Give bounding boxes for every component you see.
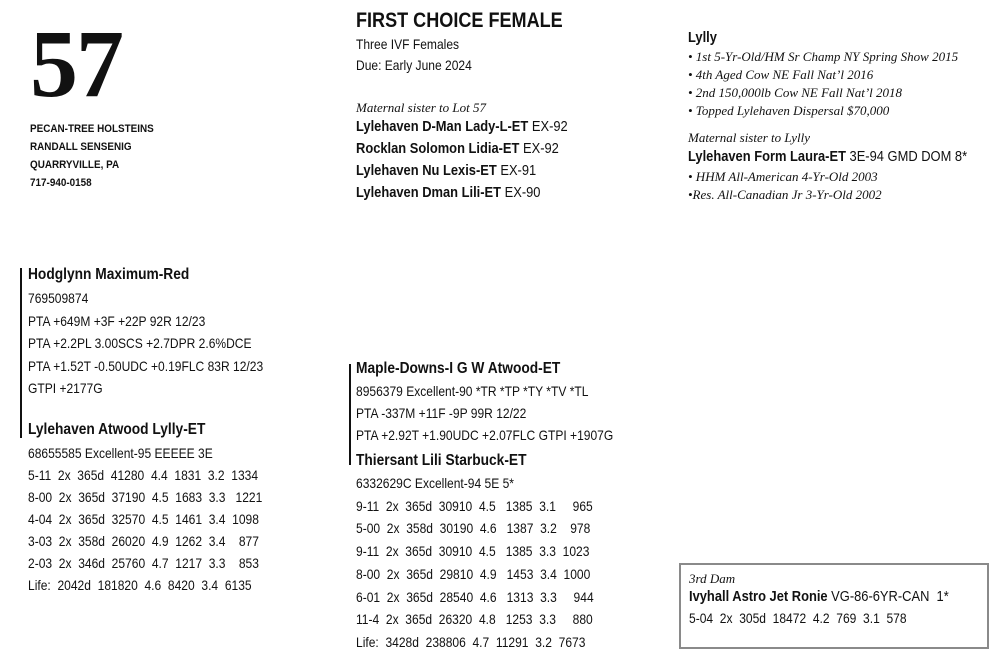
lylly-achievement: • Topped Lylehaven Dispersal $70,000 <box>688 103 890 118</box>
granddam-record: Life: 3428d 238806 4.7 11291 3.2 7673 <box>356 633 586 650</box>
dam-record: Life: 2042d 181820 4.6 8420 3.4 6135 <box>28 577 252 593</box>
list-item: Rocklan Solomon Lidia-ET EX-92 <box>356 140 559 157</box>
sire-line: PTA +649M +3F +22P 92R 12/23 <box>28 312 206 329</box>
offering <box>356 8 596 76</box>
granddam-record: 5-00 2x 358d 30190 4.6 1387 3.2 978 <box>356 520 591 537</box>
lylly-sister-achievement: •Res. All-Canadian Jr 3-Yr-Old 2002 <box>688 187 882 202</box>
dam-record: 3-03 2x 358d 26020 4.9 1262 3.4 877 <box>28 533 259 549</box>
sire-line: GTPI +2177G <box>28 380 103 396</box>
dam-record: 2-03 2x 346d 25760 4.7 1217 3.3 853 <box>28 555 259 571</box>
third-dam-score: VG-86-6YR-CAN 1* <box>831 588 949 605</box>
consignor-phone: 717-940-0158 <box>30 177 92 189</box>
lylly-name: Lylly <box>688 29 717 46</box>
lylly-sister-heading: Maternal sister to Lylly <box>688 130 811 145</box>
granddam-name: Thiersant Lili Starbuck-ET <box>356 452 527 469</box>
consignor-owner: RANDALL SENSENIG <box>30 141 132 153</box>
granddam-record: 11-4 2x 365d 26320 4.8 1253 3.3 880 <box>356 611 593 628</box>
maternal-sisters-lot <box>356 100 602 204</box>
maternal-grandsire-line: PTA -337M +11F -9P 99R 12/22 <box>356 405 527 421</box>
offering-title: FIRST CHOICE FEMALE <box>356 9 563 32</box>
pedigree-bracket <box>349 364 351 465</box>
dam-record: 5-11 2x 365d 41280 4.4 1831 3.2 1334 <box>28 467 259 483</box>
granddam-record: 6-01 2x 365d 28540 4.6 1313 3.3 944 <box>356 588 594 605</box>
list-item: Lylehaven Dman Lili-ET EX-90 <box>356 184 541 201</box>
dam-name: Lylehaven Atwood Lylly-ET <box>28 421 206 438</box>
list-item: Lylehaven Nu Lexis-ET EX-91 <box>356 162 537 179</box>
lylly-achievement: • 4th Aged Cow NE Fall Nat’l 2016 <box>688 67 874 82</box>
sire-line: PTA +1.52T -0.50UDC +0.19FLC 83R 12/23 <box>28 357 264 374</box>
lylly-sister-achievement: • HHM All-American 4-Yr-Old 2003 <box>688 169 878 184</box>
dam-record: 4-04 2x 365d 32570 4.5 1461 3.4 1098 <box>28 511 259 527</box>
lylly-sister: Lylehaven Form Laura-ET 3E-94 GMD DOM 8* <box>688 148 968 165</box>
maternal-sisters-heading: Maternal sister to Lot 57 <box>356 100 487 115</box>
maternal-grandsire-name: Maple-Downs-I G W Atwood-ET <box>356 360 561 377</box>
lylly-block <box>688 28 1000 204</box>
granddam-record: 8-00 2x 365d 29810 4.9 1453 3.4 1000 <box>356 565 591 582</box>
granddam-block <box>356 450 632 654</box>
offering-due: Due: Early June 2024 <box>356 57 472 73</box>
dam-record: 8-00 2x 365d 37190 4.5 1683 3.3 1221 <box>28 489 263 505</box>
third-dam-record: 5-04 2x 305d 18472 4.2 769 3.1 578 <box>689 610 907 626</box>
sire-line: 769509874 <box>28 290 89 306</box>
lylly-achievement: • 2nd 150,000lb Cow NE Fall Nat’l 2018 <box>688 85 903 100</box>
lylly-achievement: • 1st 5-Yr-Old/HM Sr Champ NY Spring Show 2015 <box>688 49 959 64</box>
consignor-city: QUARRYVILLE, PA <box>30 159 120 171</box>
maternal-grandsire-line: PTA +2.92T +1.90UDC +2.07FLC GTPI +1907G <box>356 427 614 443</box>
sire-line: PTA +2.2PL 3.00SCS +2.7DPR 2.6%DCE <box>28 335 252 351</box>
sire-name: Hodglynn Maximum-Red <box>28 266 190 283</box>
pedigree-bracket <box>20 268 22 438</box>
maternal-grandsire-block <box>356 358 655 446</box>
sire-block <box>28 263 301 400</box>
granddam-id-line: 6332629C Excellent-94 5E 5* <box>356 475 514 491</box>
consignor-farm: PECAN-TREE HOLSTEINS <box>30 123 154 135</box>
third-dam-box <box>679 563 989 649</box>
list-item: Lylehaven D-Man Lady-L-ET EX-92 <box>356 118 568 135</box>
third-dam-name: Ivyhall Astro Jet Ronie <box>689 588 828 605</box>
offering-subtitle: Three IVF Females <box>356 36 460 52</box>
maternal-grandsire-line: 8956379 Excellent-90 *TR *TP *TY *TV *TL <box>356 383 589 399</box>
consignor-info <box>30 120 168 192</box>
third-dam-name-row <box>689 587 987 607</box>
dam-block <box>28 418 300 596</box>
granddam-record: 9-11 2x 365d 30910 4.5 1385 3.1 965 <box>356 497 593 514</box>
lot-number: 57 <box>30 10 122 117</box>
third-dam-heading: 3rd Dam <box>689 571 736 586</box>
granddam-record: 9-11 2x 365d 30910 4.5 1385 3.3 1023 <box>356 543 590 560</box>
dam-id-line: 68655585 Excellent-95 EEEEE 3E <box>28 445 213 461</box>
